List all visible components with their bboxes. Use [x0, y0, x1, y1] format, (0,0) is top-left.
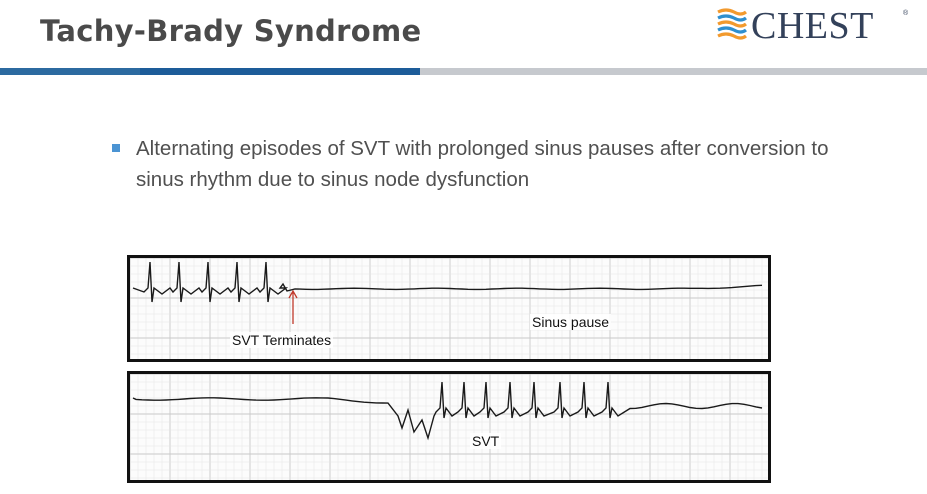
- bullet-text: Alternating episodes of SVT with prolonged sinus pauses after conversion to sinus rhythm due to sinus node dysfunction: [136, 137, 829, 191]
- bullet-square-icon: [112, 144, 120, 152]
- logo-text: CHEST: [751, 5, 874, 47]
- chest-logo: [714, 6, 914, 46]
- label-svt: SVT: [472, 433, 500, 449]
- ecg-strip-1-trace: [130, 258, 768, 359]
- label-svt-terminates: SVT Terminates: [232, 332, 332, 348]
- ecg-strip-2-trace: [130, 374, 768, 480]
- slide-title: Tachy-Brady Syndrome: [40, 14, 422, 48]
- chest-logo-mark-icon: [714, 7, 748, 43]
- header-rule: [0, 68, 927, 75]
- label-sinus-pause: Sinus pause: [532, 314, 610, 330]
- logo-registered-mark: ®: [903, 10, 909, 17]
- ecg-strip-2: [127, 371, 771, 483]
- ecg-strip-1: [127, 255, 771, 362]
